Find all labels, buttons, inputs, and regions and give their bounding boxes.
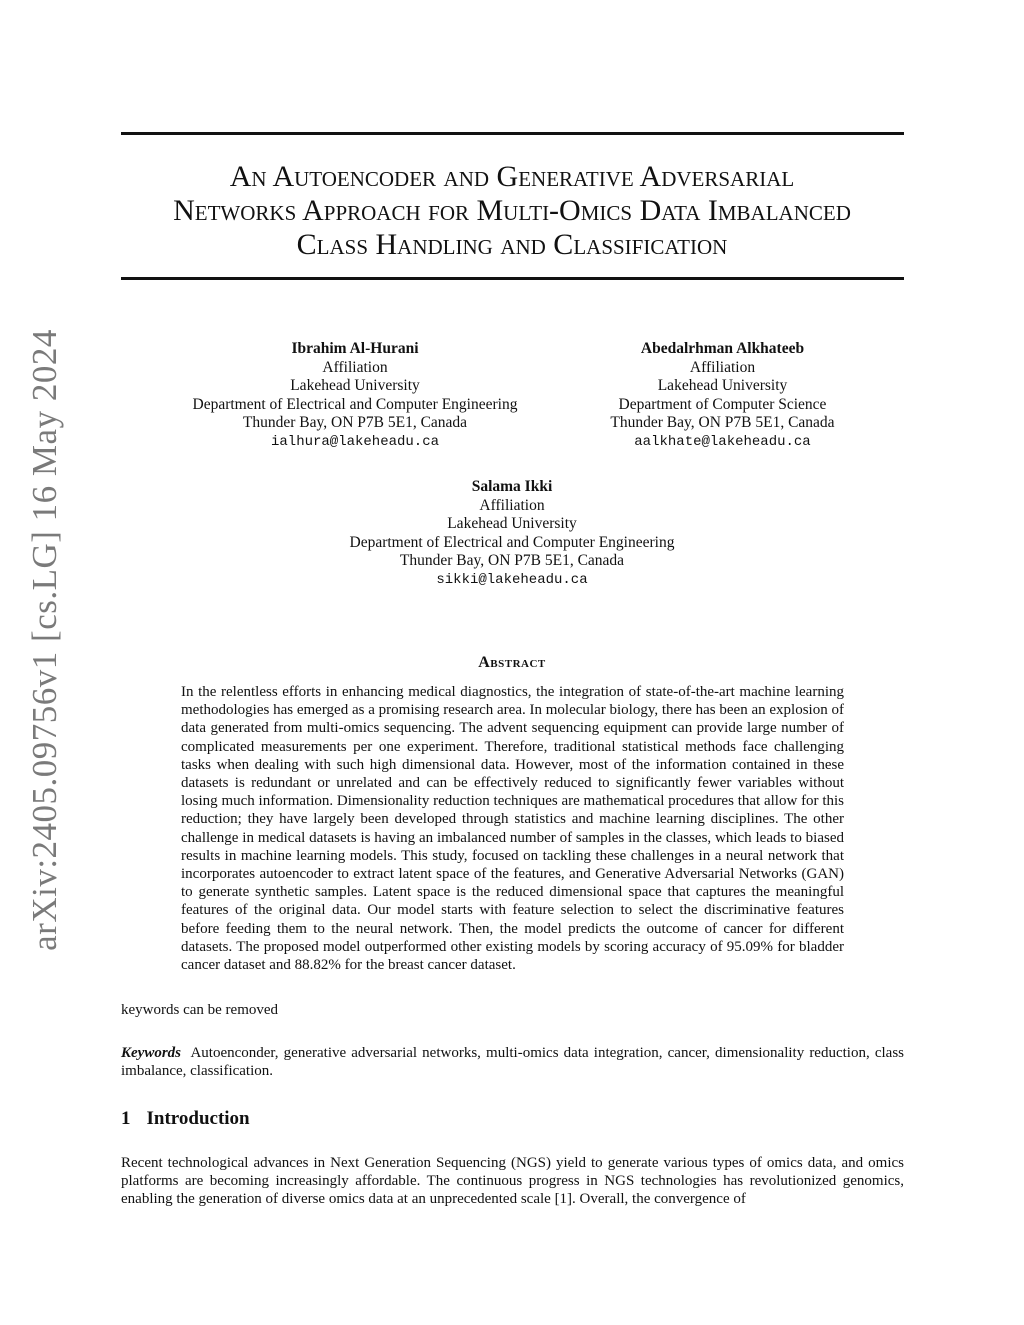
keywords-label: Keywords [121, 1045, 181, 1061]
section-number: 1 [121, 1108, 131, 1129]
title-line-2: Networks Approach for Multi-Omics Data Imbalanced [173, 194, 851, 227]
section-heading [121, 1108, 250, 1130]
author-name: Salama Ikki [471, 478, 553, 495]
author-department: Department of Electrical and Computer Engineering [349, 533, 675, 551]
author-location: Thunder Bay, ON P7B 5E1, Canada [399, 552, 625, 569]
author-block [150, 340, 560, 451]
author-email[interactable]: ialhura@lakeheadu.ca [270, 433, 440, 450]
introduction-body: Recent technological advances in Next Generation Sequencing (NGS) yield to generate various types of omics data, and omics platforms are becoming increasingly affordable. The continuous progress in NGS technologies has revolutionized genomics, enabling the generation of diverse omics data at an unprecedented scale [1]. Overall, the convergence of [121, 1155, 904, 1208]
author-email[interactable]: aalkhate@lakeheadu.ca [634, 433, 811, 450]
keywords-note: keywords can be removed [121, 1002, 279, 1018]
keywords-text: Autoenconder, generative adversarial networks, multi-omics data integration, cancer, dimensionality reduction, class imbalance, classification. [121, 1045, 904, 1080]
author-block [300, 478, 724, 589]
abstract-heading: Abstract [478, 654, 546, 671]
author-block [570, 340, 875, 451]
author-location: Thunder Bay, ON P7B 5E1, Canada [610, 414, 835, 431]
title-rule-bottom [121, 277, 904, 280]
title-line-3: Class Handling and Classification [296, 228, 728, 261]
author-department: Department of Computer Science [618, 395, 827, 413]
author-institution: Lakehead University [290, 377, 420, 394]
author-affiliation: Affiliation [479, 496, 545, 514]
author-institution: Lakehead University [447, 515, 577, 532]
paper-title [110, 160, 914, 262]
title-line-1: An Autoencoder and Generative Adversarial [229, 160, 795, 193]
arxiv-identifier: arXiv:2405.09756v1 [cs.LG] 16 May 2024 [25, 329, 64, 951]
abstract-body: In the relentless efforts in enhancing medical diagnostics, the integration of state-of-the-art machine learning methodologies has emerged as a promising research area. In molecular biology, there has been an explosion of data generated from multi-omics sequencing. The advent sequencing equipment can provide large number of complicated measurements per one experiment. Therefore, traditional statistical methods face challenging tasks when dealing with such high dimensional data. However, most of the information contained in these datasets is redundant or unrelated and can be effectively reduced to significantly fewer variables without losing much information. Dimensionality reduction techniques are mathematical procedures that allow for this reduction; they have largely been developed through statistics and machine learning disciplines. The other challenge in medical datasets is having an imbalanced number of samples in the classes, which leads to biased results in machine learning models. This study, focused on tackling these challenges in a neural network that incorporates autoencoder to extract latent space of the features, and Generative Adversarial Networks (GAN) to generate synthetic samples. Latent space is the reduced dimensional space that captures the meaningful features of the original data. Our model starts with feature selection to select the discriminative features before feeding them to the neural network. Then, the model predicts the outcome of cancer for different datasets. The proposed model outperformed other existing models by scoring accuracy of 95.09% for bladder cancer dataset and 88.82% for the breast cancer dataset. [181, 684, 844, 974]
author-name: Abedalrhman Alkhateeb [640, 340, 805, 357]
author-affiliation: Affiliation [689, 358, 756, 376]
author-email[interactable]: sikki@lakeheadu.ca [436, 571, 588, 588]
title-rule-top [121, 132, 904, 135]
author-location: Thunder Bay, ON P7B 5E1, Canada [242, 414, 468, 431]
author-affiliation: Affiliation [322, 358, 388, 376]
section-title: Introduction [146, 1108, 250, 1129]
author-department: Department of Electrical and Computer Engineering [192, 395, 518, 413]
author-name: Ibrahim Al-Hurani [291, 340, 419, 357]
author-institution: Lakehead University [657, 377, 788, 394]
keywords [121, 1044, 904, 1080]
